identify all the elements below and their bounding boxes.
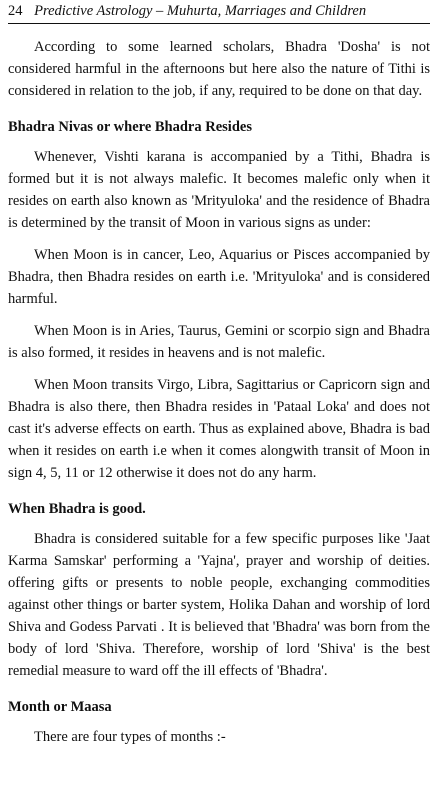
paragraph-types-of-months: There are four types of months :- <box>34 729 226 745</box>
page-number: 24 <box>8 3 23 19</box>
book-page <box>0 2 438 801</box>
paragraph-moon-pataal: When Moon transits Virgo, Libra, Sagittarius or Capricorn sign and Bhadra is also there, then Bhadra resides in 'Pataal Loka' and does not cast it's adverse effects on earth. Thus as explained above, Bhadra is bad when it resides on earth i.e when it comes alongwith transit of Moon in sign 4, 5, 11 or 12 otherwise it does not do any harm. <box>8 377 430 481</box>
paragraph-dosha: According to some learned scholars, Bhadra 'Dosha' is not considered harmful in the afternoons but here also the nature of Tithi is considered in relation to the job, if any, required to be done on that day. <box>8 39 430 99</box>
paragraph-moon-earth: When Moon is in cancer, Leo, Aquarius or Pisces accompanied by Bhadra, then Bhadra resides on earth i.e. 'Mrityuloka' and is considered harmful. <box>8 247 430 307</box>
paragraph-bhadra-suitable: Bhadra is considered suitable for a few specific purposes like 'Jaat Karma Samskar' performing a 'Yajna', prayer and worship of deities. offering gifts or presents to noble people, exchanging commodities against other things or barter system, Holika Dahan and worship of lord Shiva and Godess Parvati . It is believed that 'Bhadra' was born from the body of lord 'Shiva. Therefore, worship of lord 'Shiva' is the best remedial measure to ward off the ill effects of 'Bhadra'. <box>8 531 430 679</box>
paragraph-moon-heavens: When Moon is in Aries, Taurus, Gemini or scorpio sign and Bhadra is also formed, it resides in heavens and is not malefic. <box>8 323 430 361</box>
heading-bhadra-good: When Bhadra is good. <box>8 501 146 517</box>
heading-month-maasa: Month or Maasa <box>8 699 112 715</box>
running-title: Predictive Astrology – Muhurta, Marriages and Children <box>34 3 367 19</box>
heading-bhadra-nivas: Bhadra Nivas or where Bhadra Resides <box>8 119 252 135</box>
running-header <box>8 2 430 24</box>
paragraph-vishti-karana: Whenever, Vishti karana is accompanied by a Tithi, Bhadra is formed but it is not always malefic. It becomes malefic only when it resides on earth also known as 'Mrityuloka' and the residence of Bhadra is determined by the transit of Moon in various signs as under: <box>8 149 430 231</box>
